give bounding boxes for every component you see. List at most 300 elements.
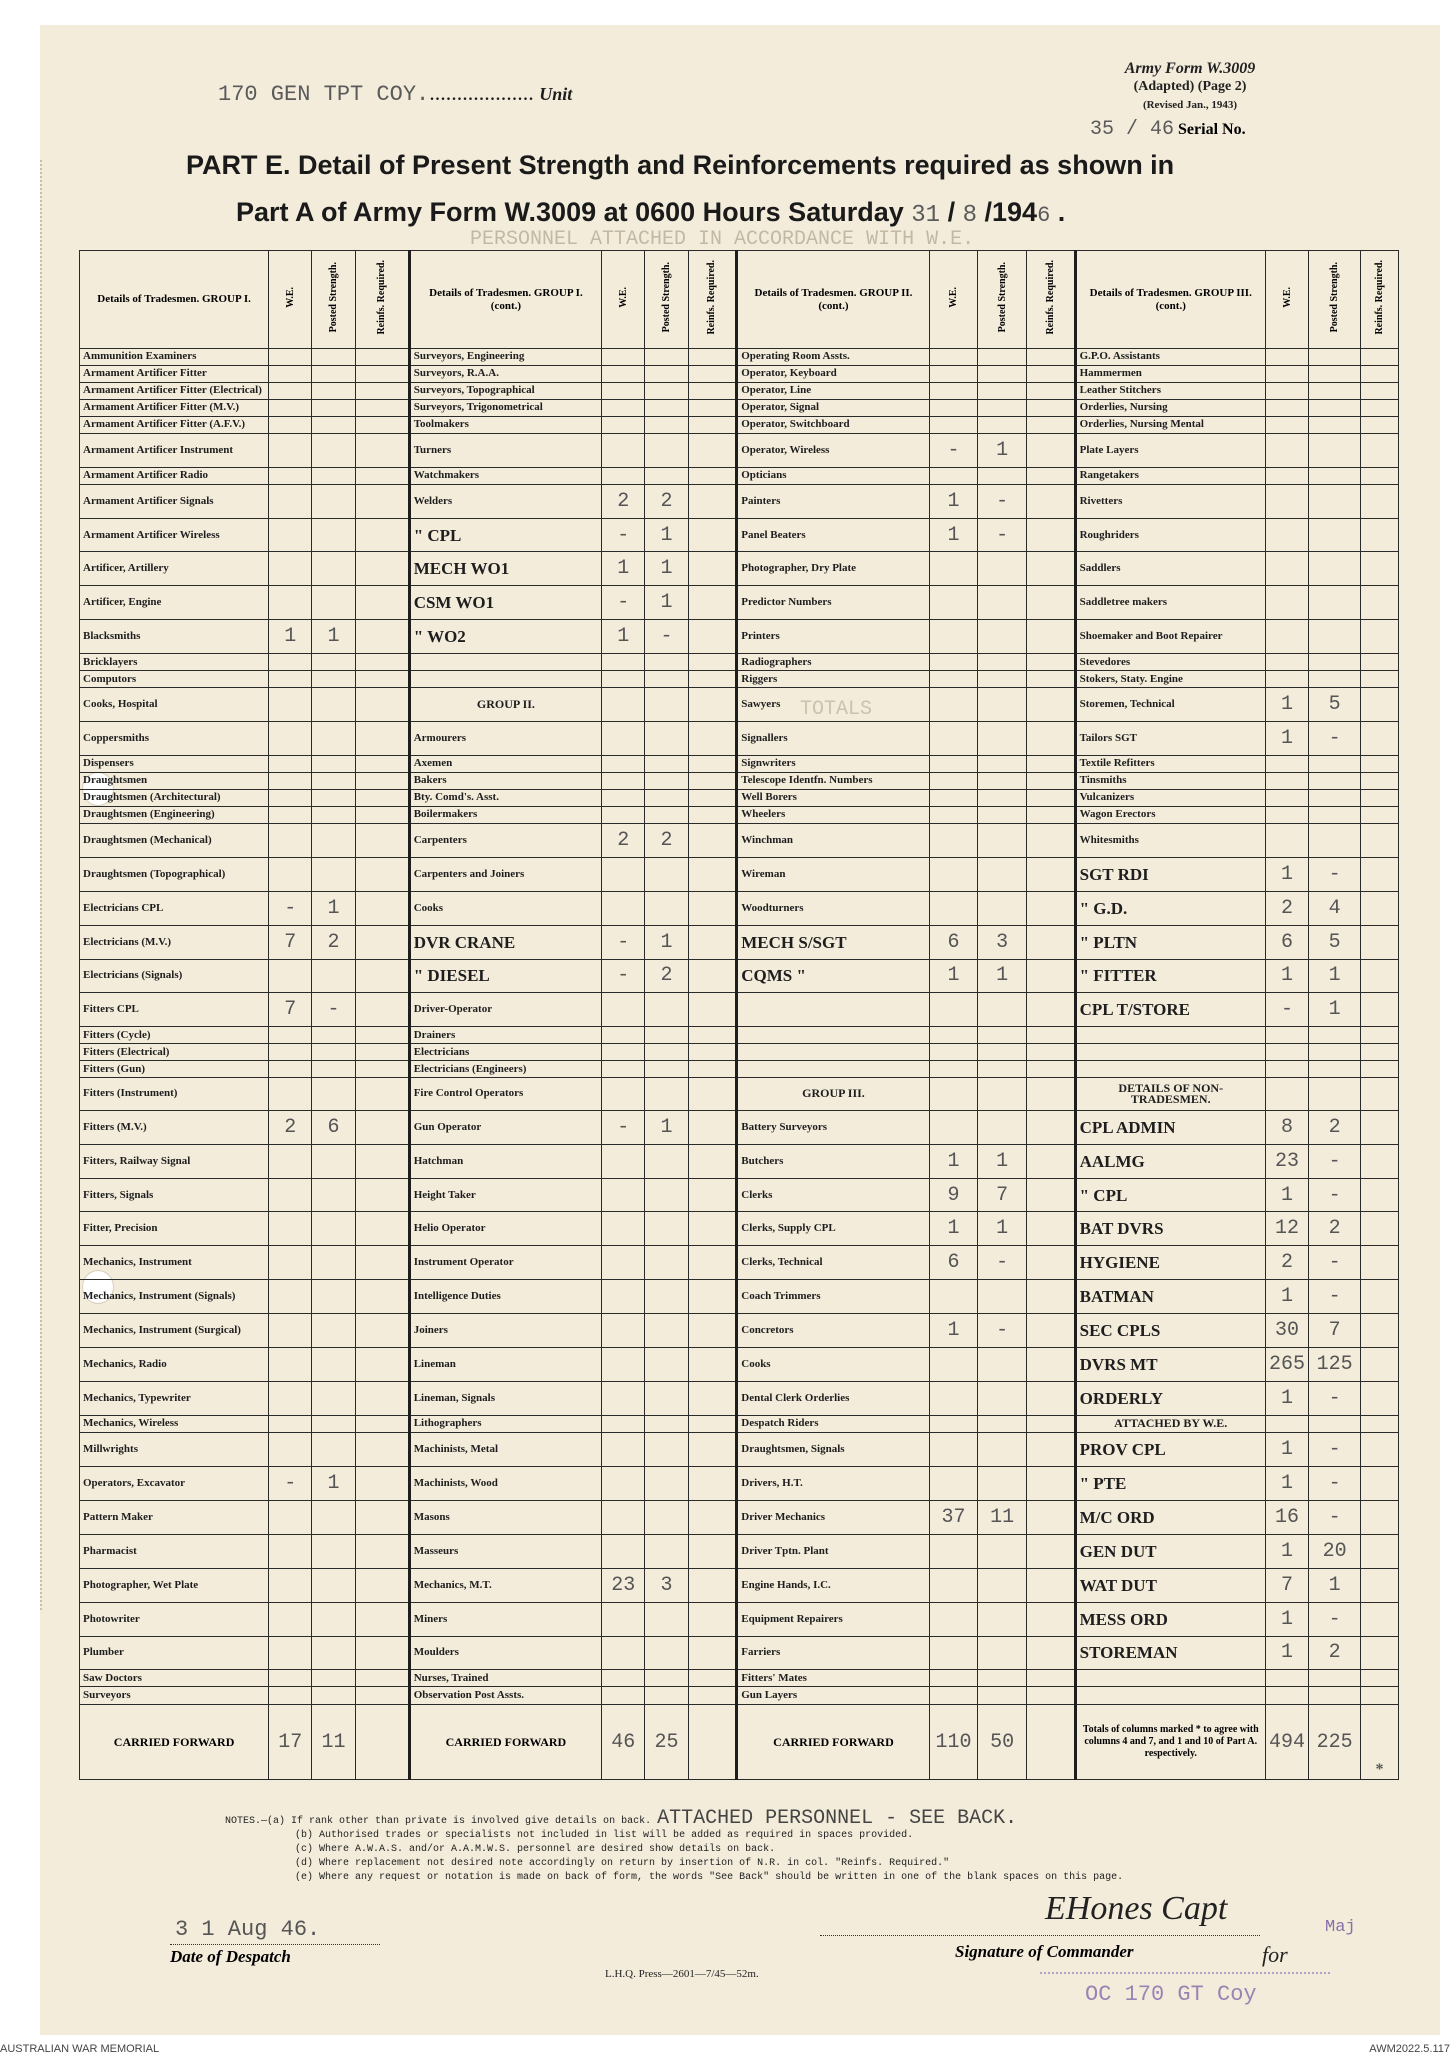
reinfs-cell [1026,382,1075,399]
we-cell: - [929,433,978,467]
reinfs-cell [1026,1416,1075,1433]
table-row [80,382,1399,399]
we-cell [1265,1416,1308,1433]
reinfs-cell [1026,1636,1075,1670]
we-cell [602,1602,645,1636]
we-cell [1265,586,1308,620]
trade-name-cell: Pharmacist [80,1534,269,1568]
reinfs-cell [1361,1212,1399,1246]
posted-cell [312,1432,355,1466]
posted-cell [645,756,688,773]
posted-cell [645,1178,688,1212]
we-cell: 8 [1265,1110,1308,1144]
table-row [80,671,1399,688]
trade-name-cell: Lithographers [409,1416,601,1433]
posted-cell [978,1466,1027,1500]
we-label: W.E. [948,287,959,308]
posted-cell [312,772,355,789]
reinfs-cell [688,772,737,789]
reinfs-cell [688,399,737,416]
trade-name-cell: Whitesmiths [1075,823,1265,857]
trade-name-cell: Coppersmiths [80,722,269,756]
posted-cell [1309,552,1361,586]
posted-cell [312,552,355,586]
posted-cell [1309,823,1361,857]
reinfs-cell [355,1044,409,1061]
posted-cell [978,1280,1027,1314]
reinfs-cell [1026,654,1075,671]
posted-cell [645,1044,688,1061]
posted-cell [645,382,688,399]
reinfs-cell [1026,1212,1075,1246]
form-adapted: (Adapted) (Page 2) [1133,79,1247,94]
reinfs-cell [1361,1314,1399,1348]
we-cell [929,1416,978,1433]
we-cell [1265,467,1308,484]
table-row [80,993,1399,1027]
reinfs-cell [688,365,737,382]
trade-name-cell [737,1044,929,1061]
trade-name-cell: Driver Tptn. Plant [737,1534,929,1568]
we-cell [602,1534,645,1568]
we-cell [602,399,645,416]
table-row [80,1500,1399,1534]
we-cell [929,1078,978,1111]
trade-name-cell: Nurses, Trained [409,1670,601,1687]
posted-cell: 1 [978,433,1027,467]
trade-name-cell: Hatchman [409,1144,601,1178]
posted-cell: 3 [645,1568,688,1602]
we-cell [269,433,312,467]
reinfs-cell [1361,365,1399,382]
reinfs-cell [355,1280,409,1314]
reinfs-cell [355,1027,409,1044]
reinfs-cell [1361,959,1399,993]
trade-name-cell: Radiographers [737,654,929,671]
cf-g3c-we: 494 [1265,1705,1308,1780]
table-header-row [80,251,1399,349]
reinfs-cell [688,1416,737,1433]
trade-name-cell: Miners [409,1602,601,1636]
we-cell [929,1110,978,1144]
reinfs-cell [355,1382,409,1416]
posted-cell [978,1044,1027,1061]
we-cell [1265,789,1308,806]
reinfs-cell [688,484,737,518]
reinfs-cell [1361,823,1399,857]
we-cell: 1 [929,1144,978,1178]
posted-cell [978,1110,1027,1144]
reinfs-cell [1361,1416,1399,1433]
trade-name-cell: Photographer, Wet Plate [80,1568,269,1602]
trade-name-cell: Printers [737,620,929,654]
reinfs-cell [355,959,409,993]
reinfs-cell [688,654,737,671]
trade-name-cell: " PLTN [1075,925,1265,959]
we-cell [929,416,978,433]
reinfs-cell [1026,467,1075,484]
posted-cell [1309,467,1361,484]
reinfs-cell [1361,756,1399,773]
reinfs-cell [355,891,409,925]
we-cell [269,1144,312,1178]
posted-cell: - [1309,857,1361,891]
posted-cell [645,433,688,467]
posted-cell [312,586,355,620]
posted-cell [645,1348,688,1382]
posted-cell [645,1602,688,1636]
table-row [80,806,1399,823]
posted-cell [312,671,355,688]
we-cell [269,399,312,416]
we-cell [1265,806,1308,823]
posted-cell [1309,586,1361,620]
col-header-group1: Details of Tradesmen. GROUP I. [80,251,269,349]
posted-cell [978,806,1027,823]
we-cell [269,671,312,688]
trade-name-cell: Draughtsmen (Mechanical) [80,823,269,857]
reinfs-cell [1361,993,1399,1027]
reinfs-cell [688,925,737,959]
trade-name-cell: Fitters' Mates [737,1670,929,1687]
trade-name-cell: Gun Operator [409,1110,601,1144]
posted-cell: - [1309,1466,1361,1500]
posted-cell: 3 [978,925,1027,959]
we-cell [602,1382,645,1416]
notes-block [225,1807,1124,1885]
reinfs-cell [1361,552,1399,586]
reinfs-cell [1026,823,1075,857]
reinfs-cell [688,756,737,773]
we-cell [269,365,312,382]
form-reference [1090,60,1290,114]
trade-name-cell: Saddlers [1075,552,1265,586]
table-row [80,688,1399,722]
posted-cell [645,671,688,688]
col-header-we-2 [602,251,645,349]
reinfs-cell [1361,1246,1399,1280]
posted-cell [645,1382,688,1416]
reinfs-cell [1026,756,1075,773]
reinfs-cell [688,857,737,891]
trade-name-cell: Fitters (Electrical) [80,1044,269,1061]
trade-name-cell: Tinsmiths [1075,772,1265,789]
reinfs-cell [688,518,737,552]
reinfs-cell [355,552,409,586]
we-cell [269,772,312,789]
posted-cell: 2 [645,959,688,993]
trade-name-cell: Operator, Keyboard [737,365,929,382]
we-cell [269,1314,312,1348]
posted-cell [645,1212,688,1246]
trade-name-cell: " CPL [409,518,601,552]
trade-name-cell: Orderlies, Nursing [1075,399,1265,416]
posted-cell [645,857,688,891]
we-cell [269,1500,312,1534]
trade-name-cell: Drainers [409,1027,601,1044]
we-cell [269,1382,312,1416]
reinfs-cell [355,1670,409,1687]
we-cell [1265,552,1308,586]
we-cell: 1 [1265,1466,1308,1500]
trade-name-cell: Lineman, Signals [409,1382,601,1416]
posted-cell [312,1078,355,1111]
reinfs-cell [1026,1144,1075,1178]
trade-name-cell: Lineman [409,1348,601,1382]
reinfs-cell [355,1061,409,1078]
reinfs-cell [1361,1044,1399,1061]
posted-cell [1309,365,1361,382]
group-heading: GROUP II. [409,688,601,722]
posted-cell [1309,399,1361,416]
we-cell [602,467,645,484]
reinfs-cell [688,1061,737,1078]
we-cell [1265,620,1308,654]
reinfs-cell [1026,857,1075,891]
we-cell [929,467,978,484]
col-header-reinfs [355,251,409,349]
table-row [80,1110,1399,1144]
posted-cell [978,1348,1027,1382]
col-header-reinfs-4 [1361,251,1399,349]
posted-cell [1309,484,1361,518]
we-cell: 1 [929,959,978,993]
trade-name-cell: Signwriters [737,756,929,773]
posted-cell: 5 [1309,925,1361,959]
trade-name-cell: Fitters (Cycle) [80,1027,269,1044]
reinfs-cell [355,722,409,756]
trade-name-cell: Mechanics, Typewriter [80,1382,269,1416]
reinfs-cell [355,671,409,688]
reinfs-cell [688,1044,737,1061]
we-cell [1265,1027,1308,1044]
posted-label: Posted Strength. [1329,262,1341,333]
posted-cell [312,1280,355,1314]
posted-cell: - [978,1314,1027,1348]
we-cell: 6 [1265,925,1308,959]
trade-name-cell: Tailors SGT [1075,722,1265,756]
posted-cell [645,467,688,484]
trade-name-cell: Gun Layers [737,1687,929,1705]
trade-name-cell: Operating Room Assts. [737,349,929,366]
posted-cell [645,1078,688,1111]
trade-name-cell: Textile Refitters [1075,756,1265,773]
posted-cell [1309,1027,1361,1044]
posted-cell [645,1027,688,1044]
table-row [80,722,1399,756]
cf-g3c-reinfs: * [1361,1705,1399,1780]
posted-cell [312,1416,355,1433]
table-row [80,1466,1399,1500]
reinfs-cell [688,1027,737,1044]
reinfs-cell [355,1110,409,1144]
table-row [80,925,1399,959]
trade-name-cell: Farriers [737,1636,929,1670]
posted-cell [312,467,355,484]
trade-name-cell: Draughtsmen (Architectural) [80,789,269,806]
we-cell [1265,671,1308,688]
posted-cell: - [1309,722,1361,756]
trade-name-cell: Surveyors [80,1687,269,1705]
we-cell [929,654,978,671]
we-cell [269,382,312,399]
posted-cell [1309,1670,1361,1687]
we-cell [602,1044,645,1061]
trade-name-cell [1075,1027,1265,1044]
reinfs-cell [1361,620,1399,654]
note-b: (b) Authorised trades or specialists not included in list will be added as required in spaces provided. [295,1830,914,1841]
trade-name-cell: Surveyors, Engineering [409,349,601,366]
table-row [80,772,1399,789]
posted-cell [312,1534,355,1568]
we-cell [929,1670,978,1687]
reinfs-cell [1026,1178,1075,1212]
oc-stamp: OC 170 GT Coy [1085,1982,1257,2007]
trade-name-cell: Pattern Maker [80,1500,269,1534]
we-cell: 265 [1265,1348,1308,1382]
we-cell [269,1636,312,1670]
posted-cell: - [978,484,1027,518]
trade-name-cell: Height Taker [409,1178,601,1212]
col-header-group2-cont: Details of Tradesmen. GROUP II. (cont.) [737,251,929,349]
posted-cell: 2 [645,484,688,518]
trade-name-cell [737,993,929,1027]
posted-cell [312,756,355,773]
reinfs-cell [1026,1348,1075,1382]
trade-name-cell: Operator, Line [737,382,929,399]
reinfs-cell [355,1078,409,1111]
we-cell [602,772,645,789]
reinfs-cell [1361,1027,1399,1044]
trade-name-cell: WAT DUT [1075,1568,1265,1602]
trade-name-cell [1075,1687,1265,1705]
reinfs-cell [355,620,409,654]
posted-cell: - [978,1246,1027,1280]
reinfs-cell [688,1178,737,1212]
posted-cell [978,1416,1027,1433]
reinfs-cell [355,1416,409,1433]
trade-name-cell: Carpenters [409,823,601,857]
we-label: W.E. [284,287,296,308]
reinfs-cell [355,857,409,891]
trade-name-cell: BATMAN [1075,1280,1265,1314]
we-cell [602,671,645,688]
reinfs-cell [1361,1348,1399,1382]
we-cell [602,789,645,806]
we-cell [269,1061,312,1078]
we-cell [602,654,645,671]
we-cell: 7 [269,993,312,1027]
posted-cell: 2 [645,823,688,857]
posted-cell [645,1500,688,1534]
posted-cell [645,1687,688,1705]
cf-g2c-we: 110 [929,1705,978,1780]
posted-cell [312,518,355,552]
we-cell [602,1466,645,1500]
reinfs-cell [1361,586,1399,620]
trade-name-cell: Riggers [737,671,929,688]
posted-cell [1309,349,1361,366]
we-cell: 1 [269,620,312,654]
reinfs-cell [1361,654,1399,671]
table-row [80,552,1399,586]
posted-cell [1309,806,1361,823]
trade-name-cell: Wagon Erectors [1075,806,1265,823]
posted-cell: 11 [978,1500,1027,1534]
trade-name-cell: Boilermakers [409,806,601,823]
posted-label: Posted Strength. [996,262,1008,333]
posted-cell [312,484,355,518]
we-cell [602,857,645,891]
we-cell [269,467,312,484]
table-row [80,1078,1399,1111]
trade-name-cell: Bty. Comd's. Asst. [409,789,601,806]
trade-name-cell: Signallers [737,722,929,756]
we-cell [269,552,312,586]
reinfs-cell [1361,1602,1399,1636]
reinfs-cell [355,1568,409,1602]
trade-name-cell [1075,1044,1265,1061]
reinfs-cell [1361,416,1399,433]
reinfs-cell [355,484,409,518]
we-cell [929,993,978,1027]
reinfs-cell [1026,671,1075,688]
trade-name-cell: Armament Artificer Fitter (A.F.V.) [80,416,269,433]
posted-cell [978,671,1027,688]
reinfs-cell [688,1636,737,1670]
despatch-label: Date of Despatch [170,1944,380,1967]
reinfs-cell [1026,518,1075,552]
posted-cell [312,1212,355,1246]
carried-forward-label-3: CARRIED FORWARD [737,1705,929,1780]
posted-cell: - [978,518,1027,552]
col-header-we-4 [1265,251,1308,349]
reinfs-cell [1361,891,1399,925]
trade-name-cell: Opticians [737,467,929,484]
trade-name-cell: Clerks, Supply CPL [737,1212,929,1246]
posted-cell: 1 [1309,993,1361,1027]
reinfs-cell [355,772,409,789]
despatch-date: 3 1 Aug 46. [175,1917,321,1942]
reinfs-cell [688,671,737,688]
posted-cell: 1 [645,925,688,959]
trade-name-cell: Surveyors, Trigonometrical [409,399,601,416]
trade-name-cell: Electricians (Engineers) [409,1061,601,1078]
serial-line [1090,118,1246,141]
trade-name-cell: MECH WO1 [409,552,601,586]
we-label: W.E. [1281,287,1293,308]
trade-name-cell: Armament Artificer Instrument [80,433,269,467]
table-row [80,789,1399,806]
table-row [80,1212,1399,1246]
trade-name-cell: Well Borers [737,789,929,806]
trade-name-cell: Panel Beaters [737,518,929,552]
posted-cell [312,365,355,382]
reinfs-cell [688,1382,737,1416]
reinfs-cell [688,1466,737,1500]
we-cell [602,1636,645,1670]
we-cell: 1 [1265,1602,1308,1636]
reinfs-cell [688,620,737,654]
posted-cell [312,1044,355,1061]
posted-cell [312,1246,355,1280]
we-cell: 1 [1265,1178,1308,1212]
trade-name-cell: Toolmakers [409,416,601,433]
trade-name-cell: Telescope Identfn. Numbers [737,772,929,789]
we-cell [269,1246,312,1280]
posted-cell [645,349,688,366]
reinfs-cell [688,993,737,1027]
